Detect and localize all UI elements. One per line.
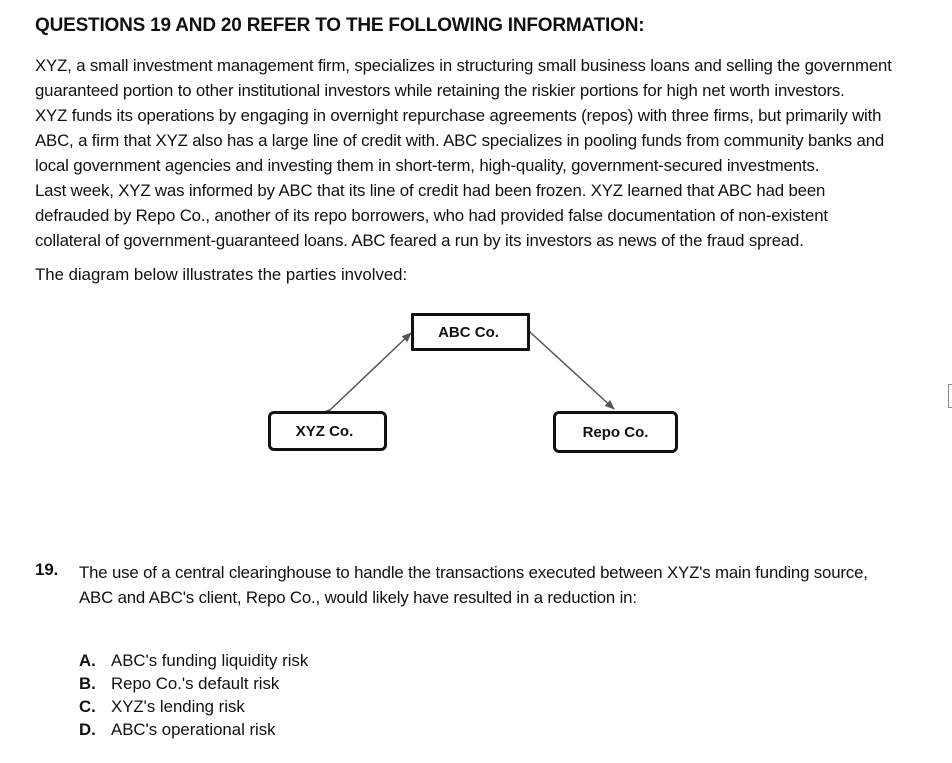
arrow-abc-repo: [531, 333, 614, 409]
paragraph-line: guaranteed portion to other institutional investors while retaining the riskier portions for high net worth investors.: [35, 81, 845, 100]
question-text: [79, 560, 868, 610]
node-xyz-co: [268, 411, 387, 451]
arrow-xyz-abc: [331, 333, 411, 409]
paragraph-line: Last week, XYZ was informed by ABC that its line of credit had been frozen. XYZ learned that ABC had been: [35, 181, 826, 200]
node-repo-co: [553, 411, 678, 453]
paragraph-line: XYZ, a small investment management firm, specializes in structuring small business loans and selling the government: [35, 56, 892, 75]
question-number: 19.: [35, 560, 59, 579]
paragraph-line: local government agencies and investing them in short-term, high-quality, government-secured investments.: [35, 156, 820, 175]
answer-option-c[interactable]: [79, 695, 308, 718]
scrollbar-edge-mark: [948, 384, 952, 408]
option-text: Repo Co.'s default risk: [111, 674, 280, 693]
paragraph-line: defrauded by Repo Co., another of its repo borrowers, who had provided false documentation of non-existent: [35, 206, 828, 225]
node-abc-co: [411, 313, 530, 351]
answer-option-d[interactable]: [79, 718, 308, 741]
paragraph-line: collateral of government-guaranteed loans. ABC feared a run by its investors as news of the fraud spread.: [35, 231, 804, 250]
answer-option-a[interactable]: [79, 649, 308, 672]
option-letter: B.: [79, 674, 96, 693]
answer-options: [79, 649, 308, 741]
paragraph-line: XYZ funds its operations by engaging in overnight repurchase agreements (repos) with three firms, but primarily with: [35, 106, 882, 125]
node-label: Repo Co.: [582, 423, 649, 441]
option-letter: C.: [79, 697, 96, 716]
question-line: ABC and ABC's client, Repo Co., would likely have resulted in a reduction in:: [79, 588, 637, 607]
option-letter: D.: [79, 720, 96, 739]
question-line: The use of a central clearinghouse to handle the transactions executed between XYZ's main funding source,: [79, 563, 868, 582]
option-text: XYZ's lending risk: [111, 697, 245, 716]
node-label: XYZ Co.: [295, 422, 354, 440]
diagram-intro: The diagram below illustrates the parties involved:: [35, 265, 408, 284]
paragraph-line: ABC, a firm that XYZ also has a large line of credit with. ABC specializes in pooling funds from community banks and: [35, 131, 885, 150]
answer-option-b[interactable]: [79, 672, 308, 695]
node-label: ABC Co.: [438, 323, 499, 341]
section-heading: QUESTIONS 19 AND 20 REFER TO THE FOLLOWING INFORMATION:: [35, 15, 645, 36]
option-text: ABC's operational risk: [111, 720, 276, 739]
option-letter: A.: [79, 651, 96, 670]
option-text: ABC's funding liquidity risk: [111, 651, 309, 670]
